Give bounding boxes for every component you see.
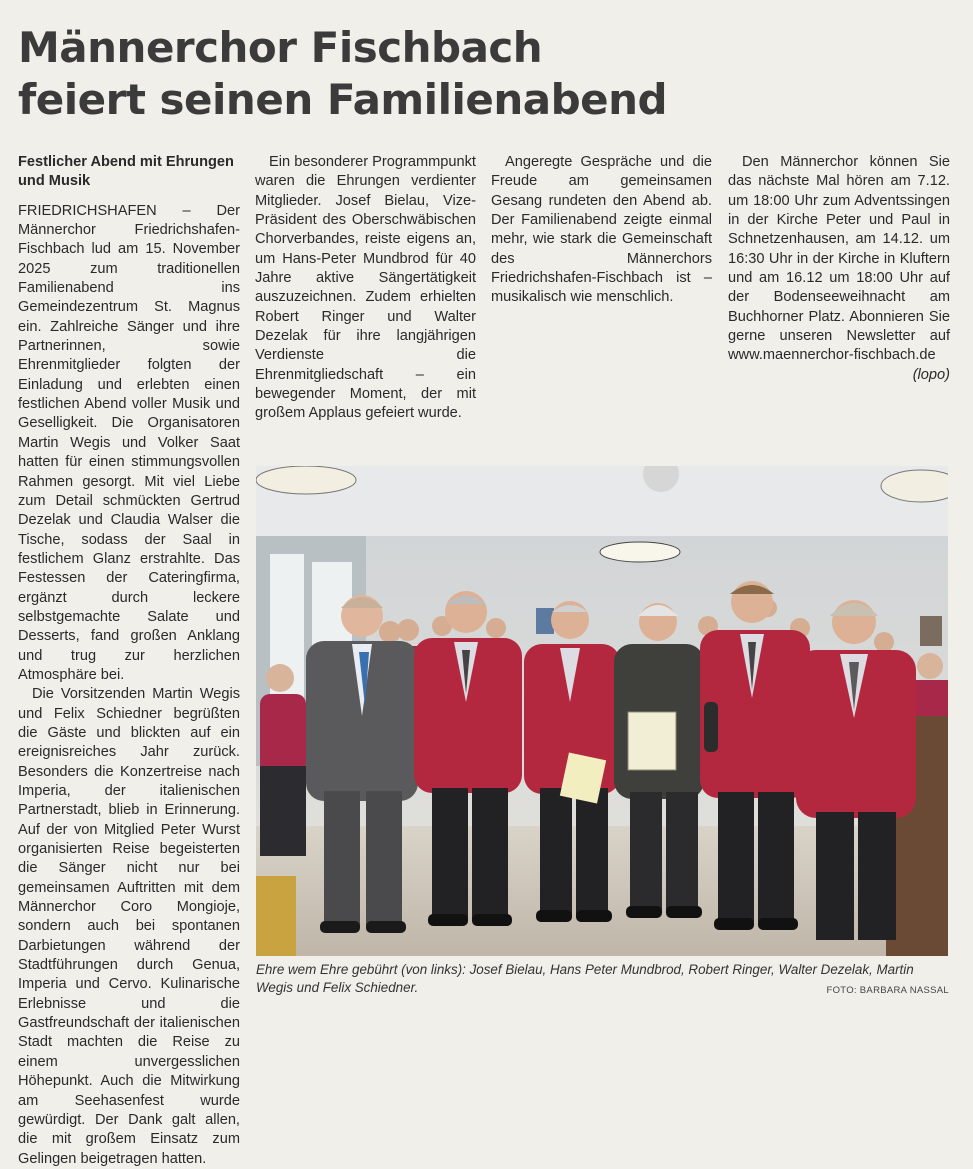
group-photo-illustration <box>256 466 948 956</box>
paragraph-3: Ein besonderer Programmpunkt waren die Ehrungen verdienter Mitglieder. Josef Bielau, Vize-Präsident des Oberschwäbischen Chorverbandes, reiste eigens an, um Hans-Peter Mundbrod für 40 Jahre aktive Sängertätigkeit auszuzeichnen. Zudem erhielten Robert Ringer und Walter Dezelak für ihre langjährigen Verdienste die Ehrenmitgliedschaft – ein bewegender Moment, der mit großem Applaus gefeiert wurde. <box>255 154 476 422</box>
article-column-1 <box>18 153 240 1167</box>
headline-line-1: Männerchor Fischbach <box>18 23 543 72</box>
paragraph-1-text: – Der Männerchor Friedrichshafen-Fischbach lud am 15. November 2025 zum traditionellen Familienabend ins Gemeindezentrum St. Magnus ein. Zahlreiche Sänger und ihre Partnerinnen, sowie Ehrenmitglieder folgten der Einladung und erlebten einen festlichen Abend voller Musik und Geselligkeit. Die Organisatoren Martin Wegis und Volker Saat hatten für einen stimmungsvollen Rahmen gesorgt. Mit viel Liebe zum Detail schmückten Gertrud Dezelak und Claudia Walser die Tische, sodass der Saal in festlichem Glanz erstrahlte. Das Festessen der Cateringfirma, ergänzt durch leckere selbstgemachte Salate und Desserts, fand großen Anklang und trug zur herzlichen Atmosphäre bei. <box>18 202 240 683</box>
paragraph-5-text: Den Männerchor können Sie das nächste Mal hören am 7.12. um 18:00 Uhr zum Adventssingen in der Kirche Peter und Paul in Schnetzenhausen, am 14.12. um 16:30 Uhr in der Kirche in Kluftern und am 16.12 um 18:00 Uhr auf der Bodenseeweihnacht am Buchhorner Platz. Abonnieren Sie gerne unseren Newsletter auf www.maennerchor-fischbach.de <box>728 154 950 364</box>
paragraph-2: Die Vorsitzenden Martin Wegis und Felix Schiedner begrüßten die Gäste und blickten auf ein ereignisreiches Jahr zurück. Besonders die Konzertreise nach Imperia, der italienischen Partnerstadt, blieb in Erinnerung. Auf der von Mitglied Peter Wurst organisierten Reise begeisterten die Sänger nicht nur bei gemeinsamen Auftritten mit dem Männerchor Coro Mongioje, sondern auch bei spontanen Darbietungen während der Stadtführungen durch Genua, Imperia und Cervo. Kulinarische Erlebnisse und die Gastfreundschaft der italienischen Stadt machten die Reise zu einem unvergesslichen Höhepunkt. Auch die Mitwirkung am Seehasenfest wurde gewürdigt. Der Dank galt allen, die mit großem Einsatz zum Gelingen beigetragen hatten. <box>18 686 240 1167</box>
paragraph-4: Angeregte Gespräche und die Freude am gemeinsamen Gesang rundeten den Abend ab. Der Familienabend zeigte einmal mehr, wie stark die Gemeinschaft des Männerchors Friedrichshafen-Fischbach ist – musikalisch wie menschlich. <box>491 154 712 306</box>
article-column-2 <box>255 153 476 453</box>
certificate <box>628 712 676 770</box>
chair <box>256 876 296 956</box>
ceiling-lamp <box>256 466 356 494</box>
wine-bottle <box>704 702 718 752</box>
author-tag: (lopo) <box>912 366 950 383</box>
group-photo <box>256 466 948 956</box>
headline <box>18 22 958 126</box>
article-column-4 <box>728 153 950 453</box>
paragraph-1 <box>18 202 240 686</box>
wall-picture <box>920 616 942 646</box>
paragraph-5 <box>728 153 950 383</box>
headline-line-2: feiert seinen Familienabend <box>18 75 668 124</box>
article-column-3 <box>491 153 712 453</box>
photo-caption: Ehre wem Ehre gebührt (von links): Josef Bielau, Hans Peter Mundbrod, Robert Ringer, Walter Dezelak, Martin Wegis und Felix Schiedner. <box>256 962 914 995</box>
ceiling-lamp <box>600 542 680 562</box>
subheadline: Festlicher Abend mit Ehrungen und Musik <box>18 154 234 190</box>
dateline: FRIEDRICHSHAFEN <box>18 202 157 219</box>
photo-credit: FOTO: BARBARA NASSAL <box>826 985 949 996</box>
